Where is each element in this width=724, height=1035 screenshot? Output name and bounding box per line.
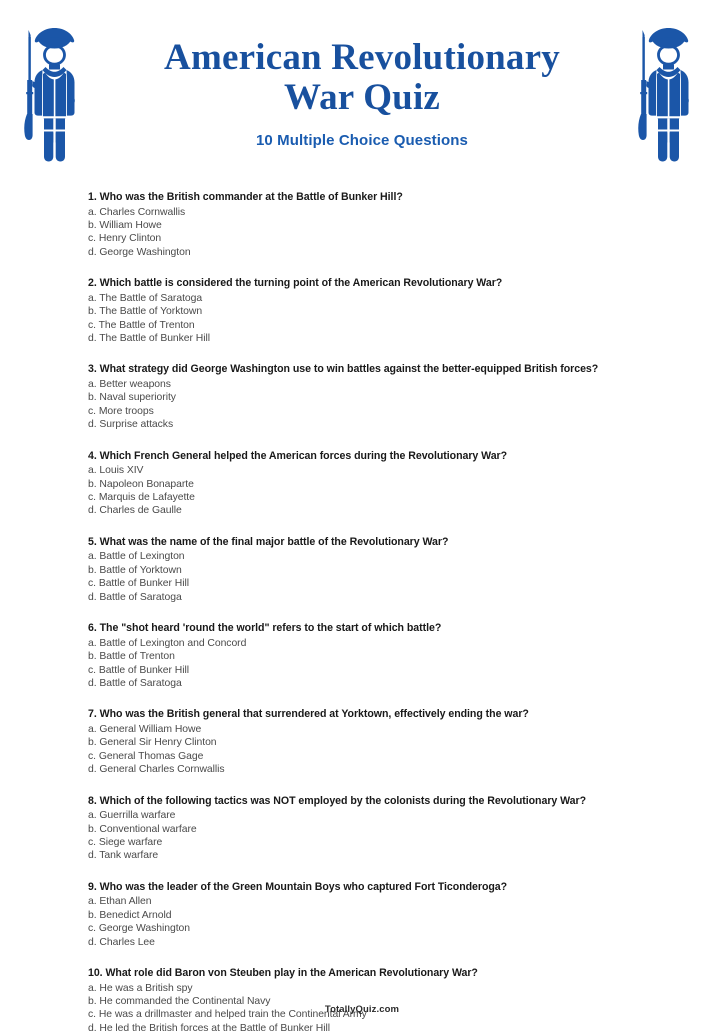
title-block xyxy=(127,38,597,150)
question-text: 5. What was the name of the final major battle of the Revolutionary War? xyxy=(88,535,449,548)
question-option[interactable]: c. George Washington xyxy=(88,923,190,935)
question-option[interactable]: a. Battle of Lexington xyxy=(88,551,185,563)
question-block-2 xyxy=(88,277,652,345)
question-option[interactable]: a. Guerrilla warfare xyxy=(88,810,176,822)
question-block-3 xyxy=(88,363,652,431)
question-block-1 xyxy=(88,191,652,259)
question-option[interactable]: b. William Howe xyxy=(88,220,162,231)
question-block-7 xyxy=(88,708,652,776)
question-text: 2. Which battle is considered the turning point of the American Revolutionary War? xyxy=(88,277,503,290)
question-option[interactable]: d. The Battle of Bunker Hill xyxy=(88,333,211,345)
question-option[interactable]: b. Conventional warfare xyxy=(88,823,197,835)
question-option[interactable]: b. General Sir Henry Clinton xyxy=(88,737,217,749)
quiz-questions-list xyxy=(0,178,724,1035)
question-text: 10. What role did Baron von Steuben play in the American Revolutionary War? xyxy=(88,966,478,979)
page-title-line-2: War Quiz xyxy=(283,77,441,118)
question-block-10 xyxy=(88,967,652,1035)
question-option[interactable]: d. He led the British forces at the Battle of Bunker Hill xyxy=(88,1022,331,1034)
question-block-9 xyxy=(88,881,652,949)
question-text: 1. Who was the British commander at the Battle of Bunker Hill? xyxy=(88,191,403,203)
question-option[interactable]: b. Benedict Arnold xyxy=(88,909,172,921)
question-option[interactable]: d. Battle of Saratoga xyxy=(88,591,182,603)
question-option[interactable]: b. Battle of Yorktown xyxy=(88,564,182,576)
question-option[interactable]: c. Marquis de Lafayette xyxy=(88,492,195,504)
page-footer: TotallyQuiz.com xyxy=(324,1004,400,1015)
question-option[interactable]: a. Charles Cornwallis xyxy=(88,206,186,218)
page-title-line-1: American Revolutionary xyxy=(164,37,560,78)
question-option[interactable]: c. Henry Clinton xyxy=(88,233,162,245)
colonial-soldier-icon-left xyxy=(16,22,94,168)
question-block-8 xyxy=(88,795,652,863)
question-option[interactable]: d. Tank warfare xyxy=(88,850,159,862)
question-option[interactable]: b. Battle of Trenton xyxy=(88,651,175,663)
question-option[interactable]: c. The Battle of Trenton xyxy=(88,319,195,331)
question-option[interactable]: a. The Battle of Saratoga xyxy=(88,292,203,304)
page-subtitle: 10 Multiple Choice Questions xyxy=(255,132,468,149)
question-option[interactable]: d. Surprise attacks xyxy=(88,419,174,431)
question-text: 8. Which of the following tactics was NOT employed by the colonists during the Revolutionary War? xyxy=(88,794,587,807)
question-option[interactable]: c. General Thomas Gage xyxy=(88,750,204,762)
question-option[interactable]: b. He commanded the Continental Navy xyxy=(88,995,271,1007)
question-option[interactable]: d. George Washington xyxy=(88,246,191,258)
question-option[interactable]: d. Charles de Gaulle xyxy=(88,505,182,517)
question-block-5 xyxy=(88,536,652,604)
question-text: 6. The "shot heard 'round the world" refers to the start of which battle? xyxy=(88,622,442,635)
question-text: 7. Who was the British general that surrendered at Yorktown, effectively ending the war? xyxy=(88,708,529,721)
question-block-4 xyxy=(88,450,652,518)
question-option[interactable]: c. Battle of Bunker Hill xyxy=(88,664,190,676)
question-block-6 xyxy=(88,622,652,690)
question-option[interactable]: b. The Battle of Yorktown xyxy=(88,306,203,318)
question-option[interactable]: c. Siege warfare xyxy=(88,836,163,848)
question-text: 4. Which French General helped the American forces during the Revolutionary War? xyxy=(88,449,508,462)
question-option[interactable]: c. More troops xyxy=(88,405,154,417)
question-option[interactable]: a. He was a British spy xyxy=(88,982,193,994)
question-option[interactable]: b. Naval superiority xyxy=(88,392,176,404)
page-header xyxy=(0,0,724,178)
colonial-soldier-icon-right xyxy=(630,22,708,168)
page-title xyxy=(127,38,597,118)
question-option[interactable]: d. Charles Lee xyxy=(88,936,155,948)
question-option[interactable]: c. He was a drillmaster and helped train the Continental Army xyxy=(88,1009,367,1021)
question-option[interactable]: a. Better weapons xyxy=(88,379,171,391)
question-option[interactable]: a. General William Howe xyxy=(88,723,202,735)
question-option[interactable]: b. Napoleon Bonaparte xyxy=(88,478,194,490)
question-option[interactable]: a. Ethan Allen xyxy=(88,896,152,908)
question-option[interactable]: d. General Charles Cornwallis xyxy=(88,764,225,776)
question-option[interactable]: d. Battle of Saratoga xyxy=(88,677,182,689)
question-option[interactable]: a. Louis XIV xyxy=(88,465,144,477)
question-text: 3. What strategy did George Washington use to win battles against the better-equipped British forces? xyxy=(88,363,599,376)
question-text: 9. Who was the leader of the Green Mountain Boys who captured Fort Ticonderoga? xyxy=(88,880,508,893)
question-option[interactable]: a. Battle of Lexington and Concord xyxy=(88,637,247,649)
question-option[interactable]: c. Battle of Bunker Hill xyxy=(88,578,190,590)
